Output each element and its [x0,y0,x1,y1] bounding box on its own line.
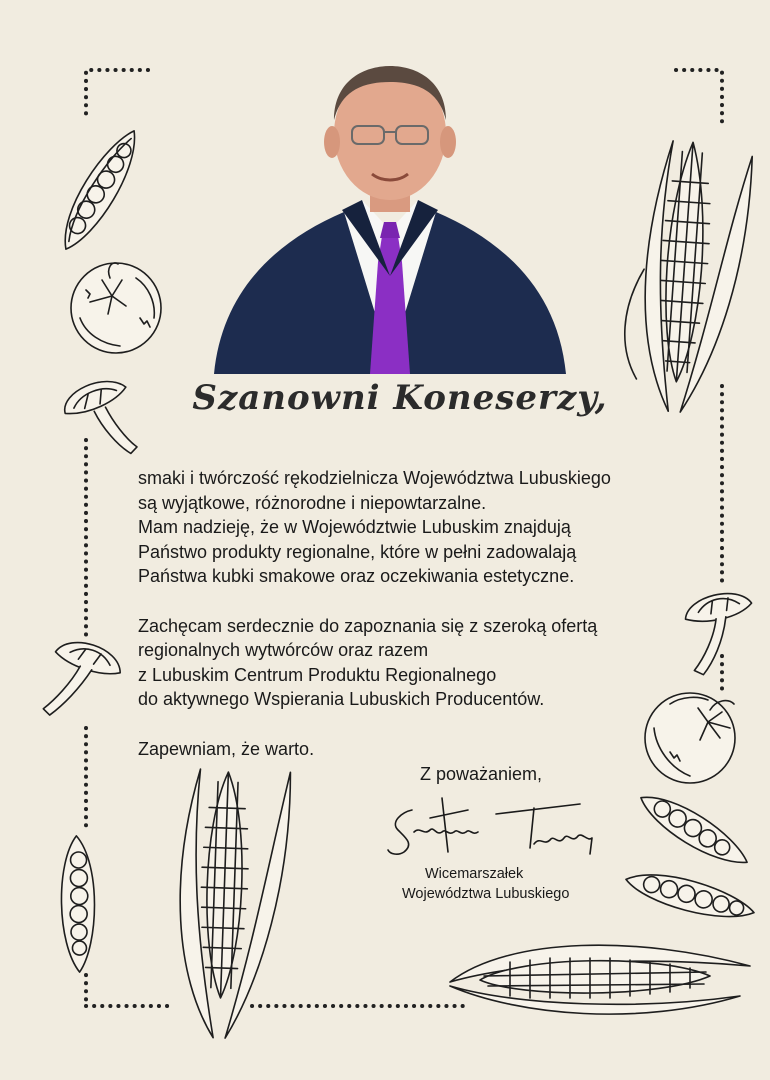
portrait-photo [214,62,566,374]
handwritten-signature [384,792,604,872]
peapod-icon [622,861,757,931]
closing-regards: Z poważaniem, [420,764,543,784]
tomato-icon [71,263,161,353]
text-line: Zapewniam, że warto. [138,738,315,759]
signer-title: Wicemarszałek [425,866,524,882]
text-line: Państwo produkty regionalne, które w pełni zadowalają [138,541,577,562]
letter-body [138,466,678,786]
mushroom-icon [680,588,764,676]
paragraph-2 [138,614,678,712]
text-line: Mam nadzieję, że w Województwie Lubuskim znajdują [138,517,571,537]
text-line: Państwa kubki smakowe oraz oczekiwania estetyczne. [138,566,575,586]
peapod-icon [47,125,153,256]
peapod-icon [634,782,753,878]
mushroom-icon [59,373,148,469]
text-line: są wyjątkowe, różnorodne i niepowtarzalne. [138,492,487,513]
text-line: regionalnych wytwórców oraz razem [138,640,429,660]
corn-icon [450,945,750,1014]
corn-icon [175,769,291,1041]
peapod-icon [59,835,97,972]
paragraph-3 [138,737,678,762]
greeting-heading: Szanowni Koneserzy, [192,378,608,418]
text-line: z Lubuskim Centrum Produktu Regionalnego [138,664,497,685]
paragraph-1 [138,466,678,589]
text-line: smaki i twórczość rękodzielnicza Województwa Lubuskiego [138,468,611,488]
mushroom-icon [36,635,125,732]
text-line: Zachęcam serdecznie do zapoznania się z szeroką ofertą [138,615,598,636]
text-line: do aktywnego Wspierania Lubuskich Producentów. [138,689,545,709]
signer-institution: Województwa Lubuskiego [402,886,570,902]
corn-icon [619,138,753,415]
